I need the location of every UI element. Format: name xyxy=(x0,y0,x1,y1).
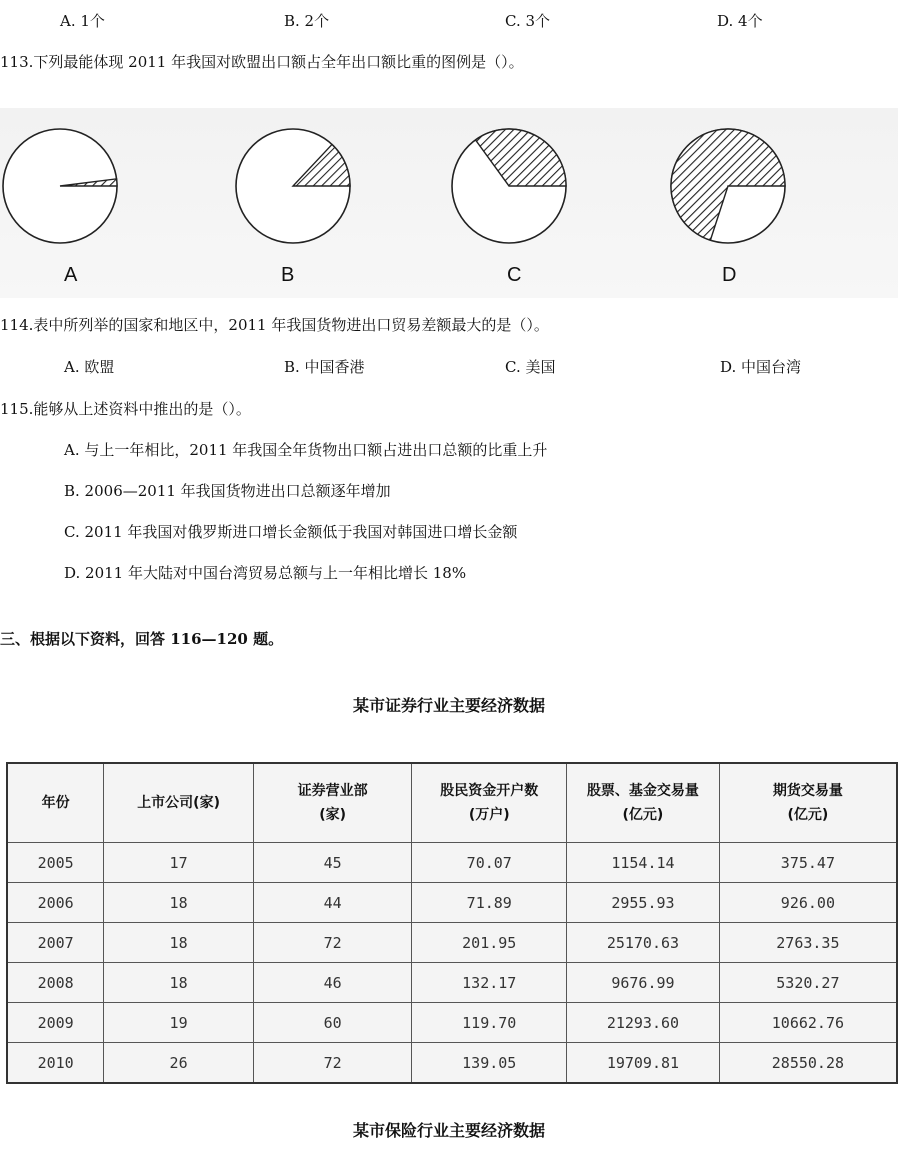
table2-caption: 某市保险行业主要经济数据 xyxy=(352,1121,545,1140)
table-row xyxy=(7,883,897,923)
q112-option-a: A. 1个 xyxy=(60,12,105,30)
q114-option-b: B. 中国香港 xyxy=(284,358,365,376)
q113-question: 113.下列最能体现 2011 年我国对欧盟出口额占全年出口额比重的图例是（）。 xyxy=(0,53,524,71)
q114-option-c: C. 美国 xyxy=(505,358,556,376)
table-cell: 19 xyxy=(104,1003,254,1043)
q112-option-b: B. 2个 xyxy=(284,12,330,30)
table-cell: 9676.99 xyxy=(567,963,720,1003)
pie-label-c: C xyxy=(507,264,522,286)
pie-label-b: B xyxy=(281,264,295,286)
q114-option-d: D. 中国台湾 xyxy=(720,358,802,376)
pie-label-a: A xyxy=(64,264,78,286)
table-row xyxy=(7,843,897,883)
table-cell: 28550.28 xyxy=(719,1043,897,1084)
col-branches-unit: (家) xyxy=(319,807,347,823)
table-cell: 139.05 xyxy=(412,1043,567,1084)
table-cell: 25170.63 xyxy=(567,923,720,963)
table-row xyxy=(7,923,897,963)
q115-option-b: B. 2006—2011 年我国货物进出口总额逐年增加 xyxy=(64,482,391,500)
table-cell: 18 xyxy=(104,963,254,1003)
q112-option-c: C. 3个 xyxy=(505,12,551,30)
table-cell: 70.07 xyxy=(412,843,567,883)
col-futures-volume-unit: (亿元) xyxy=(787,807,829,823)
table-cell: 72 xyxy=(253,1043,412,1084)
table-cell: 2006 xyxy=(7,883,104,923)
q115-question: 115.能够从上述资料中推出的是（）。 xyxy=(0,400,251,418)
table-row xyxy=(7,963,897,1003)
pie-figure xyxy=(0,108,898,298)
col-stock-volume xyxy=(567,763,720,843)
table-cell: 44 xyxy=(253,883,412,923)
pie-label-d: D xyxy=(722,264,737,286)
table-cell: 2009 xyxy=(7,1003,104,1043)
table-row xyxy=(7,1003,897,1043)
table-cell: 18 xyxy=(104,923,254,963)
col-branches-label: 证券营业部 xyxy=(297,783,368,799)
q114-option-a: A. 欧盟 xyxy=(64,358,115,376)
col-stock-volume-unit: (亿元) xyxy=(622,807,664,823)
table-cell: 375.47 xyxy=(719,843,897,883)
col-year-label: 年份 xyxy=(41,795,70,811)
col-futures-volume xyxy=(719,763,897,843)
q115-option-a: A. 与上一年相比，2011 年我国全年货物出口额占进出口总额的比重上升 xyxy=(64,441,548,459)
section-heading: 三、根据以下资料，回答 116—120 题。 xyxy=(0,630,284,648)
table-cell: 2763.35 xyxy=(719,923,897,963)
table-cell: 132.17 xyxy=(412,963,567,1003)
securities-table xyxy=(6,762,898,1084)
table-cell: 2008 xyxy=(7,963,104,1003)
q112-option-d: D. 4个 xyxy=(717,12,763,30)
table-cell: 46 xyxy=(253,963,412,1003)
col-year xyxy=(7,763,104,843)
table-cell: 2955.93 xyxy=(567,883,720,923)
table-cell: 45 xyxy=(253,843,412,883)
table-header-row xyxy=(7,763,897,843)
q114-question: 114.表中所列举的国家和地区中，2011 年我国货物进出口贸易差额最大的是（）。 xyxy=(0,316,549,334)
table-cell: 10662.76 xyxy=(719,1003,897,1043)
table-cell: 2005 xyxy=(7,843,104,883)
pie-figure-svg xyxy=(0,108,898,298)
table-cell: 72 xyxy=(253,923,412,963)
table-cell: 19709.81 xyxy=(567,1043,720,1084)
col-accounts-unit: (万户) xyxy=(468,807,510,823)
table-row xyxy=(7,1043,897,1084)
q115-option-d: D. 2011 年大陆对中国台湾贸易总额与上一年相比增长 18% xyxy=(64,564,467,582)
col-accounts-label: 股民资金开户数 xyxy=(440,783,539,799)
table-cell: 2007 xyxy=(7,923,104,963)
col-futures-volume-label: 期货交易量 xyxy=(772,783,843,799)
table-cell: 71.89 xyxy=(412,883,567,923)
col-listed-label: 上市公司(家) xyxy=(137,795,220,811)
table-cell: 926.00 xyxy=(719,883,897,923)
col-accounts xyxy=(412,763,567,843)
q115-option-c: C. 2011 年我国对俄罗斯进口增长金额低于我国对韩国进口增长金额 xyxy=(64,523,518,541)
table-cell: 5320.27 xyxy=(719,963,897,1003)
table-cell: 18 xyxy=(104,883,254,923)
col-branches xyxy=(253,763,412,843)
col-listed xyxy=(104,763,254,843)
table-cell: 119.70 xyxy=(412,1003,567,1043)
table-cell: 201.95 xyxy=(412,923,567,963)
table-cell: 2010 xyxy=(7,1043,104,1084)
table-cell: 26 xyxy=(104,1043,254,1084)
table-cell: 1154.14 xyxy=(567,843,720,883)
table-cell: 17 xyxy=(104,843,254,883)
table1-caption: 某市证券行业主要经济数据 xyxy=(352,696,545,715)
table-cell: 60 xyxy=(253,1003,412,1043)
col-stock-volume-label: 股票、基金交易量 xyxy=(586,783,699,799)
table-cell: 21293.60 xyxy=(567,1003,720,1043)
